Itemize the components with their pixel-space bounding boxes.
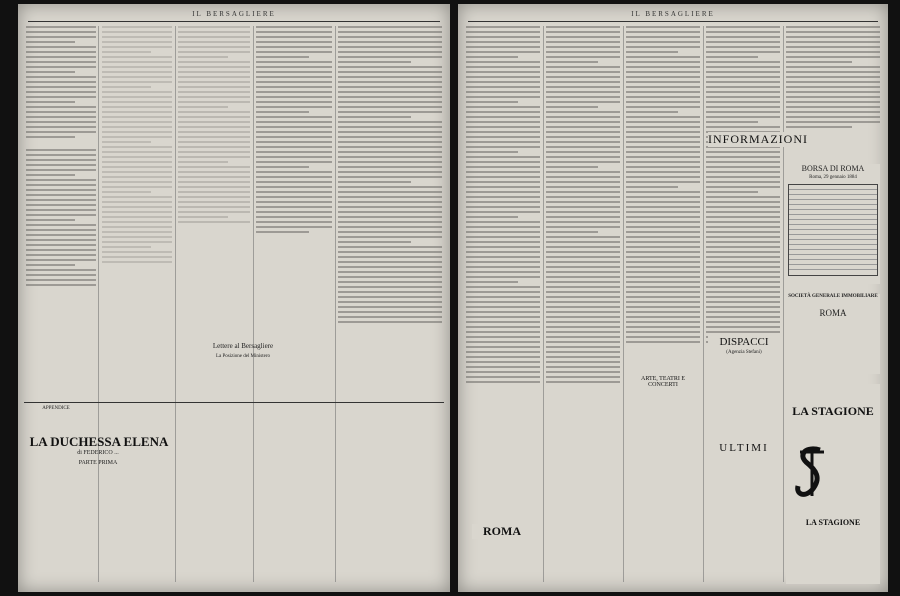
text-column-3 (178, 26, 250, 584)
column-rule (175, 26, 176, 582)
column-rule (98, 26, 99, 582)
societa-title: SOCIETÀ GENERALE IMMOBILIARE (788, 294, 878, 299)
column-subnotice: La Posizione del Ministero (215, 354, 271, 359)
text-column-2 (102, 26, 172, 584)
newspaper-right-page (458, 4, 888, 592)
text-column-c (626, 26, 700, 584)
borsa-table (788, 184, 878, 276)
column-notice: Lettere al Bersagliere (212, 342, 274, 350)
text-column-4 (256, 26, 332, 584)
feuilleton-label: APPENDICE (42, 406, 70, 411)
stagione-monogram-icon (794, 444, 828, 500)
column-rule (703, 26, 704, 582)
stagione-ad (786, 384, 880, 584)
column-rule (623, 26, 624, 582)
top-rule (28, 21, 440, 22)
arte-heading: ARTE, TEATRI E CONCERTI (626, 376, 700, 388)
text-column-a (466, 26, 540, 584)
newspaper-left-page (18, 4, 450, 592)
serial-author: di FEDERICO ... (77, 450, 119, 456)
borsa-date: Roma, 29 gennaio 1884 (809, 175, 857, 180)
serial-title: LA DUCHESSA ELENA (29, 434, 169, 449)
feuilleton-rule (24, 402, 444, 403)
column-rule (253, 26, 254, 582)
text-column-5 (338, 26, 442, 584)
dispacci-heading: DISPACCI (708, 336, 780, 348)
roma-heading: ROMA (472, 524, 532, 539)
societa-panel (786, 294, 880, 374)
ultimi-heading: ULTIMI (708, 442, 780, 454)
column-rule (543, 26, 544, 582)
dispacci-sub: (Agenzia Stefani) (708, 350, 780, 355)
text-column-d (706, 26, 780, 584)
running-head-right: IL BERSAGLIERE (631, 10, 715, 18)
running-head-left: IL BERSAGLIERE (192, 10, 276, 18)
column-rule (783, 26, 784, 582)
text-column-b (546, 26, 620, 584)
text-column-1 (26, 26, 96, 584)
column-rule (335, 26, 336, 582)
stagione-title: LA STAGIONE (792, 404, 874, 418)
top-rule (468, 21, 878, 22)
stagione-subtitle: LA STAGIONE (805, 518, 861, 527)
informazioni-heading: INFORMAZIONI (708, 132, 808, 146)
serial-part: PARTE PRIMA (78, 460, 118, 466)
borsa-title: BORSA DI ROMA (801, 164, 865, 173)
borsa-panel (786, 164, 880, 284)
societa-city: ROMA (819, 308, 847, 318)
